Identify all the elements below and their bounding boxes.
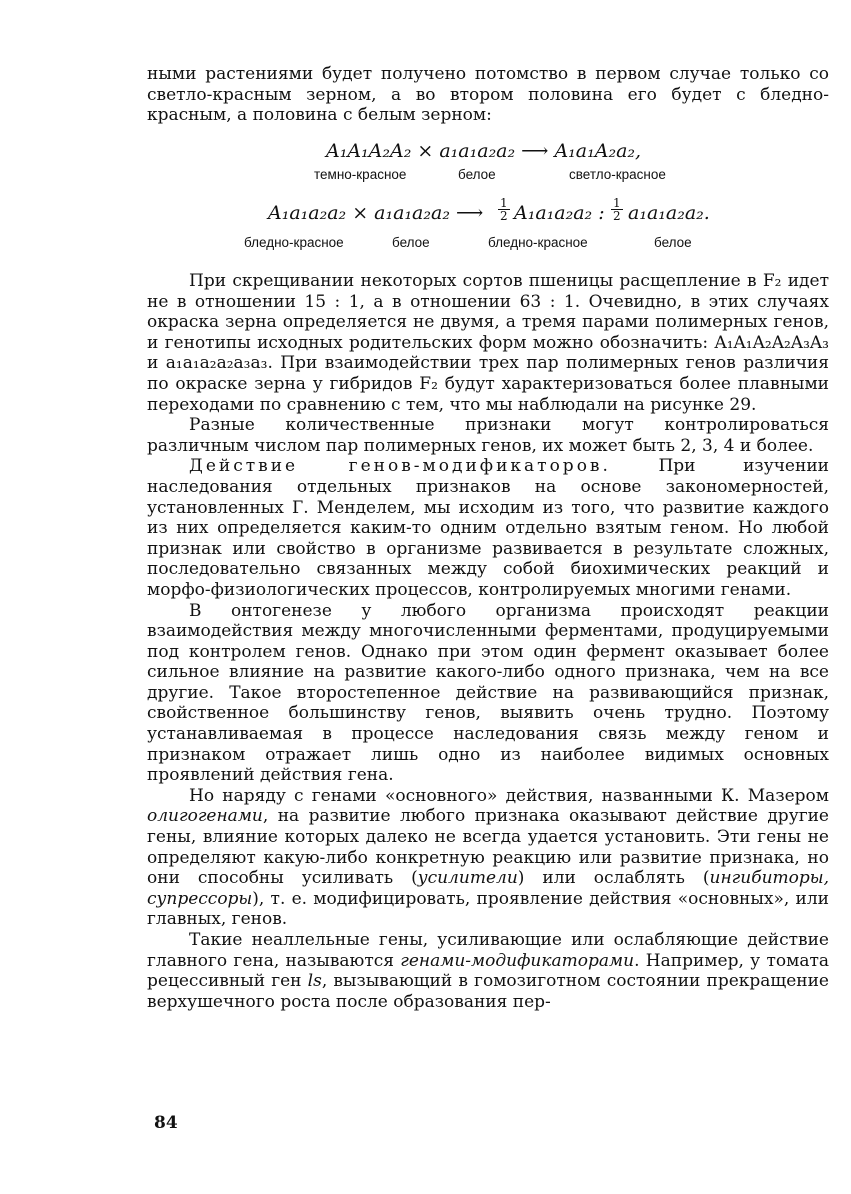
paragraph-6-part-a: Такие неаллельные гены, усиливающие или ослабляющие действие главного гена, называются [147, 930, 829, 971]
formula-1-caption-3: светло-красное [569, 167, 666, 182]
paragraph-2: Разные количественные признаки могут контролироваться различным числом пар полимерных генов, их может быть 2, 3, 4 и более. [147, 415, 829, 456]
formula-1-expression: A₁A₁A₂A₂ × a₁a₁a₂a₂ ⟶ A₁a₁A₂a₂, [326, 140, 642, 162]
gene-symbol-ls: ls [307, 971, 322, 992]
term-oligogenes: олигогенами [147, 806, 263, 827]
fraction-1-numerator: 1 [500, 196, 508, 210]
formula-1-caption-1: темно-красное [314, 167, 407, 182]
paragraph-1: При скрещивании некоторых сортов пшеницы расщепление в F₂ идет не в отношении 15 : 1, а в отношении 63 : 1. Очевидно, в этих случаях окраска зерна определяется не двумя, а тремя парами полимерных генов, и генотипы исходных родительских форм можно обозначить: A₁A₁A₂A₂A₃A₃ и a₁a₁a₂a₂a₃a₃. При взаимодействии трех пар полимерных генов различия по окраске зерна у гибридов F₂ будут характеризоваться более плавными переходами по сравнению с тем, что мы наблюдали на рисунке 29. [147, 271, 829, 415]
paragraph-5-part-g: ), т. е. модифицировать, проявление действия «основных», или главных, генов. [147, 888, 829, 930]
paragraph-3 [147, 456, 829, 600]
paragraph-4: В онтогенезе у любого организма происходят реакции взаимодействия между многочисленными ферментами, продуцируемыми под контролем генов. Однако при этом один фермент оказывает более сильное влияние на развитие какого-либо одного признака, чем на все другие. Такое второстепенное действие на развивающийся признак, свойственное большинству генов, выявить очень трудно. Поэтому устанавливаемая в процессе наследования связь между геном и признаком отражает лишь одно из наиболее видимых основных проявлений действия гена. [147, 600, 829, 786]
formula-2-caption-4: белое [654, 235, 692, 250]
fraction-2-numerator: 1 [613, 196, 621, 210]
paragraph-5-part-e: ) или ослаблять ( [517, 868, 710, 889]
formula-2-middle: A₁a₁a₂a₂ : [514, 202, 605, 224]
fraction-2-denominator: 2 [613, 209, 621, 223]
formula-2-caption-3: бледно-красное [488, 235, 588, 250]
paragraph-6-part-c: . Например, у томата рецессивный ген [147, 950, 829, 992]
formula-2-caption-2: белое [392, 235, 430, 250]
term-inhibitors: ингибиторы, супрессоры [147, 868, 830, 909]
formula-2-fraction-2 [611, 197, 623, 222]
formula-2-right: a₁a₁a₂a₂. [628, 202, 710, 224]
page-number: 84 [154, 1113, 178, 1133]
section-heading-modifier-genes: Действие генов-модификаторов. [189, 456, 611, 477]
term-modifier-genes: генами-модификаторами [400, 950, 635, 971]
formula-2-fraction-1 [498, 197, 510, 222]
paragraph-6-part-e: , вызывающий в гомозиготном состоянии прекращение верхушечного роста после образования пер- [147, 971, 829, 1012]
intro-paragraph: ными растениями будет получено потомство в первом случае только со светло-красным зерном, а во втором половина его будет с бледно-красным, а половина с белым зерном: [147, 64, 829, 126]
paragraph-6 [147, 930, 829, 1012]
main-text [147, 271, 829, 1012]
paragraph-3-text: При изучении наследования отдельных признаков на основе закономерностей, установленных Г. Менделем, мы исходим из того, что развитие каждого из них определяется каким-то одним отдельно взятым геном. Но любой признак или свойство в организме развивается в результате сложных, последовательно связанных между собой биохимических реакций и морфо-физиологических процессов, контролируемых многими генами. [147, 456, 829, 600]
intro-text [147, 64, 829, 126]
fraction-1-denominator: 2 [500, 209, 508, 223]
paragraph-5-part-c: , на развитие любого признака оказывают действие другие гены, влияние которых далеко не всегда удается установить. Эти гены не определяют какую-либо конкретную реакцию или развитие признака, но они способны усиливать ( [147, 806, 829, 889]
formula-2-caption-1: бледно-красное [244, 235, 344, 250]
paragraph-5-part-a: Но наряду с генами «основного» действия, названными К. Мазером [189, 785, 829, 806]
paragraph-5 [147, 786, 829, 930]
formula-1-caption-2: белое [458, 167, 496, 182]
formula-2-left: A₁a₁a₂a₂ × a₁a₁a₂a₂ ⟶ [268, 202, 484, 224]
term-enhancers: усилители [417, 868, 518, 889]
